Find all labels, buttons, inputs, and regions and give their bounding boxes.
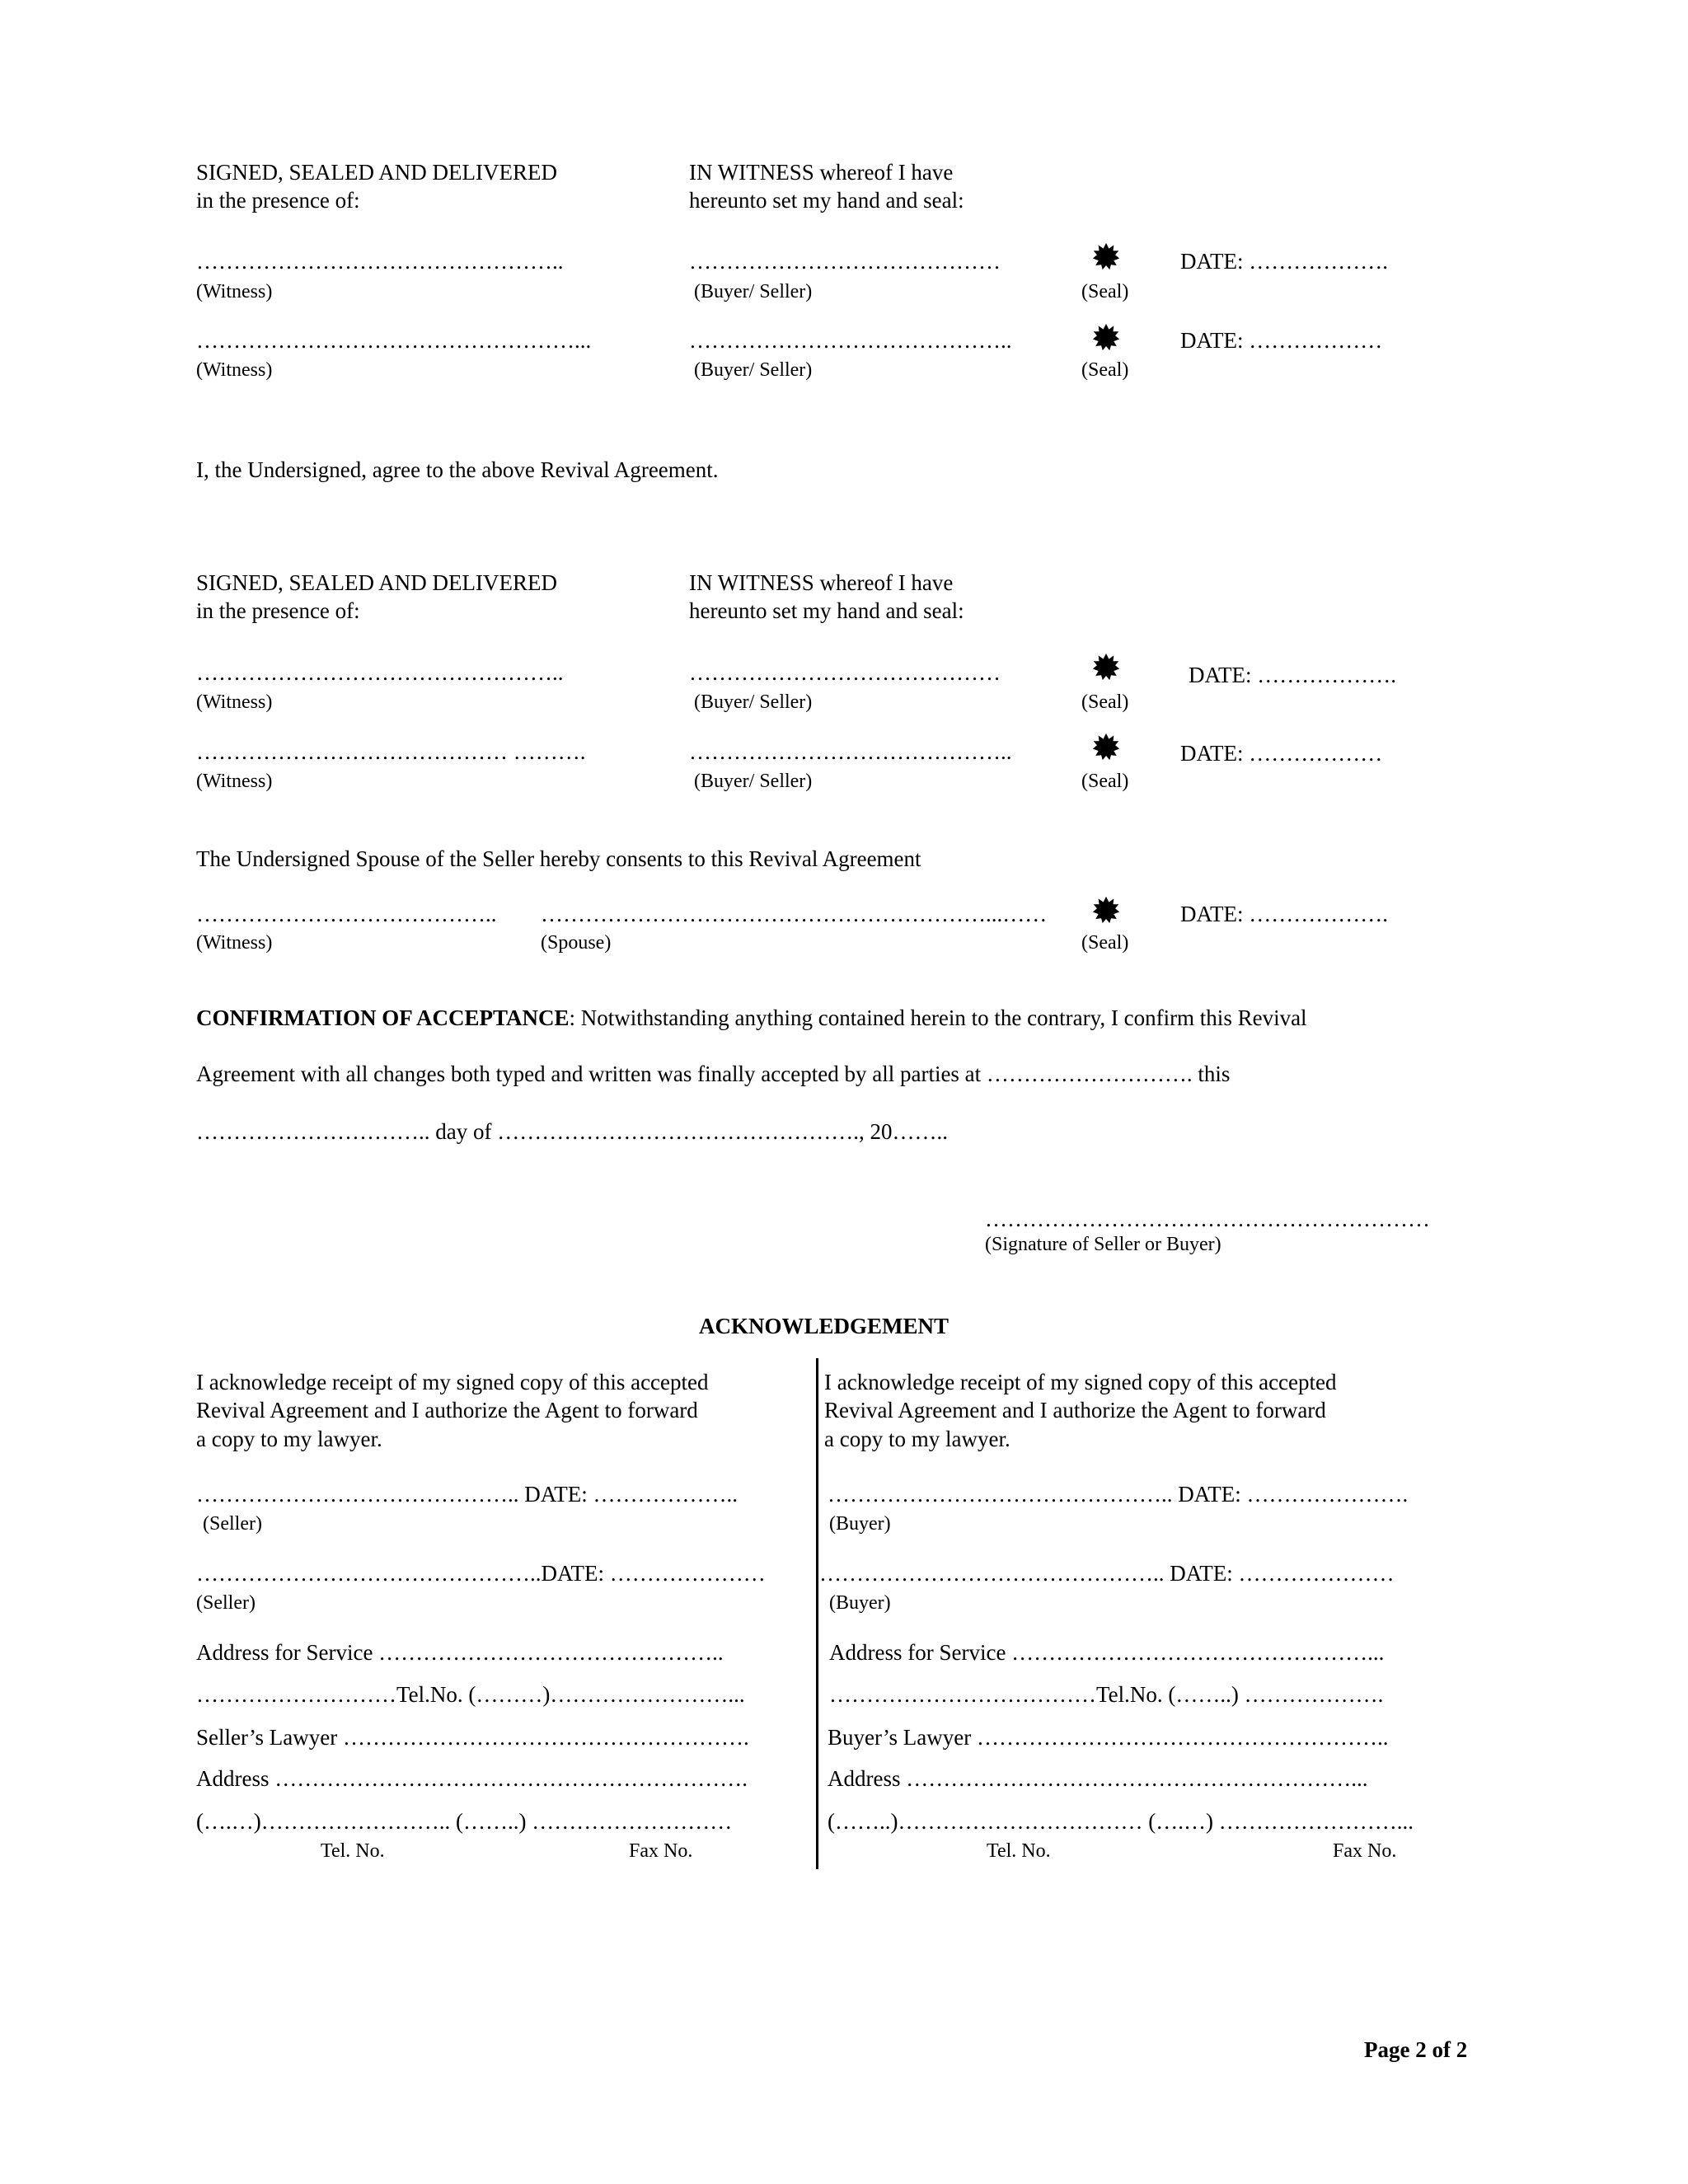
ack-paragraph-line: Revival Agreement and I authorize the Agent to forward bbox=[824, 1398, 1326, 1422]
seal-starburst-icon bbox=[1092, 896, 1120, 924]
block1-left-heading-1: SIGNED, SEALED AND DELIVERED bbox=[196, 160, 557, 185]
buyer-address-for-service-field[interactable]: Address for Service …………………………………………... bbox=[829, 1640, 1385, 1665]
signer-label: (Buyer/ Seller) bbox=[694, 359, 813, 381]
tel-no-label: Tel. No. bbox=[321, 1840, 385, 1862]
buyer-label: (Buyer) bbox=[829, 1513, 891, 1535]
ack-paragraph-line: I acknowledge receipt of my signed copy of this accepted bbox=[196, 1370, 709, 1394]
buyer-lawyer-field[interactable]: Buyer’s Lawyer ……………………………………………….. bbox=[828, 1725, 1389, 1750]
seller-lawyer-field[interactable]: Seller’s Lawyer ………………………………………………. bbox=[196, 1725, 749, 1750]
seller-label: (Seller) bbox=[196, 1592, 256, 1614]
buyer-lawyer-address-field[interactable]: Address ……………………………………………………... bbox=[828, 1766, 1368, 1791]
ack-paragraph-line: a copy to my lawyer. bbox=[196, 1427, 382, 1451]
ack-paragraph-line: a copy to my lawyer. bbox=[824, 1427, 1010, 1451]
tel-no-label: Tel. No. bbox=[987, 1840, 1051, 1862]
block2-right-heading-2: hereunto set my hand and seal: bbox=[689, 598, 964, 623]
seal-starburst-icon bbox=[1092, 242, 1120, 270]
buyer-lawyer-phone-fax-field[interactable]: (……..)…………………………… (….…) ……………………... bbox=[828, 1809, 1414, 1834]
witness-label: (Witness) bbox=[196, 771, 273, 792]
seal-starburst-icon bbox=[1092, 733, 1120, 761]
seal-label: (Seal) bbox=[1081, 691, 1129, 713]
witness-signature-line[interactable]: ………………………………………….. bbox=[196, 249, 564, 274]
seller-label: (Seller) bbox=[203, 1513, 262, 1535]
witness-signature-line[interactable]: ………………………………………….. bbox=[196, 660, 564, 685]
ack-paragraph-line: I acknowledge receipt of my signed copy of this accepted bbox=[824, 1370, 1337, 1394]
date-field[interactable]: DATE: ……………… bbox=[1180, 741, 1383, 766]
fax-no-label: Fax No. bbox=[1333, 1840, 1397, 1862]
seller-tel-field[interactable]: ………………………Tel.No. (………)……………………... bbox=[196, 1682, 745, 1707]
seal-label: (Seal) bbox=[1081, 771, 1129, 792]
signature-line[interactable]: …………………………………………………… bbox=[985, 1207, 1430, 1231]
confirmation-line-2: Agreement with all changes both typed and written was finally accepted by all parties at ………………………. this bbox=[196, 1062, 1231, 1086]
page-number: Page 2 of 2 bbox=[1364, 2037, 1468, 2062]
witness-signature-line[interactable]: …………………………………… ………. bbox=[196, 739, 586, 764]
spouse-label: (Spouse) bbox=[541, 932, 612, 954]
signer-label: (Buyer/ Seller) bbox=[694, 771, 813, 792]
signer-signature-line[interactable]: …………………………………… bbox=[689, 660, 1001, 685]
signer-signature-line[interactable]: …………………………………… bbox=[689, 249, 1001, 274]
witness-signature-line[interactable]: ……………………………………………... bbox=[196, 328, 592, 353]
block2-right-heading-1: IN WITNESS whereof I have bbox=[689, 570, 954, 595]
confirmation-line-1 bbox=[196, 1007, 1307, 1029]
agree-statement: I, the Undersigned, agree to the above Revival Agreement. bbox=[196, 457, 719, 482]
witness-label: (Witness) bbox=[196, 281, 273, 302]
seller-signature-date-line[interactable]: …………………………………….. DATE: ……………….. bbox=[196, 1482, 738, 1507]
seller-signature-date-line[interactable]: ………………………………………..DATE: ………………… bbox=[196, 1561, 766, 1586]
date-field[interactable]: DATE: ………………. bbox=[1189, 663, 1396, 687]
seal-starburst-icon bbox=[1092, 653, 1120, 681]
signer-label: (Buyer/ Seller) bbox=[694, 281, 813, 302]
date-field[interactable]: DATE: ……………… bbox=[1180, 328, 1383, 353]
spouse-statement: The Undersigned Spouse of the Seller hereby consents to this Revival Agreement bbox=[196, 846, 921, 871]
buyer-label: (Buyer) bbox=[829, 1592, 891, 1614]
confirmation-text: : Notwithstanding anything contained herein to the contrary, I confirm this Revival bbox=[569, 1005, 1307, 1030]
buyer-signature-date-line[interactable]: ……………………………………….. DATE: …………………. bbox=[828, 1482, 1409, 1507]
date-field[interactable]: DATE: ………………. bbox=[1180, 902, 1388, 926]
buyer-tel-field[interactable]: ………………………………Tel.No. (……..) ………………. bbox=[829, 1682, 1384, 1707]
seller-lawyer-phone-fax-field[interactable]: (….…)…………………….. (……..) ……………………… bbox=[196, 1809, 733, 1834]
witness-label: (Witness) bbox=[196, 691, 273, 713]
date-field[interactable]: DATE: ………………. bbox=[1180, 249, 1388, 274]
spouse-signature-line[interactable]: ……………………………………………………...…… bbox=[541, 902, 1048, 926]
confirmation-line-3[interactable]: ………………………….. day of …………………………………………., 20…….. bbox=[196, 1119, 948, 1144]
block1-left-heading-2: in the presence of: bbox=[196, 188, 360, 213]
seal-label: (Seal) bbox=[1081, 359, 1129, 381]
witness-label: (Witness) bbox=[196, 932, 273, 954]
witness-signature-line[interactable]: ………………………………….. bbox=[196, 902, 497, 926]
buyer-signature-date-line[interactable]: ……………………………………….. DATE: ………………… bbox=[819, 1561, 1395, 1586]
block1-right-heading-1: IN WITNESS whereof I have bbox=[689, 160, 954, 185]
block2-left-heading-1: SIGNED, SEALED AND DELIVERED bbox=[196, 570, 557, 595]
confirmation-title: CONFIRMATION OF ACCEPTANCE bbox=[196, 1005, 570, 1030]
seller-lawyer-address-field[interactable]: Address ………………………………………………………. bbox=[196, 1766, 748, 1791]
block1-right-heading-2: hereunto set my hand and seal: bbox=[689, 188, 964, 213]
witness-label: (Witness) bbox=[196, 359, 273, 381]
ack-paragraph-line: Revival Agreement and I authorize the Agent to forward bbox=[196, 1398, 698, 1422]
column-divider bbox=[816, 1358, 818, 1869]
seal-label: (Seal) bbox=[1081, 932, 1129, 954]
seal-starburst-icon bbox=[1092, 323, 1120, 351]
block2-left-heading-2: in the presence of: bbox=[196, 598, 360, 623]
seller-address-for-service-field[interactable]: Address for Service ……………………………………….. bbox=[196, 1640, 724, 1665]
seal-label: (Seal) bbox=[1081, 281, 1129, 302]
signer-signature-line[interactable]: …………………………………….. bbox=[689, 328, 1012, 353]
signature-label: (Signature of Seller or Buyer) bbox=[985, 1234, 1221, 1255]
acknowledgement-heading: ACKNOWLEDGEMENT bbox=[699, 1314, 950, 1338]
signer-label: (Buyer/ Seller) bbox=[694, 691, 813, 713]
signer-signature-line[interactable]: …………………………………….. bbox=[689, 739, 1012, 764]
fax-no-label: Fax No. bbox=[629, 1840, 693, 1862]
